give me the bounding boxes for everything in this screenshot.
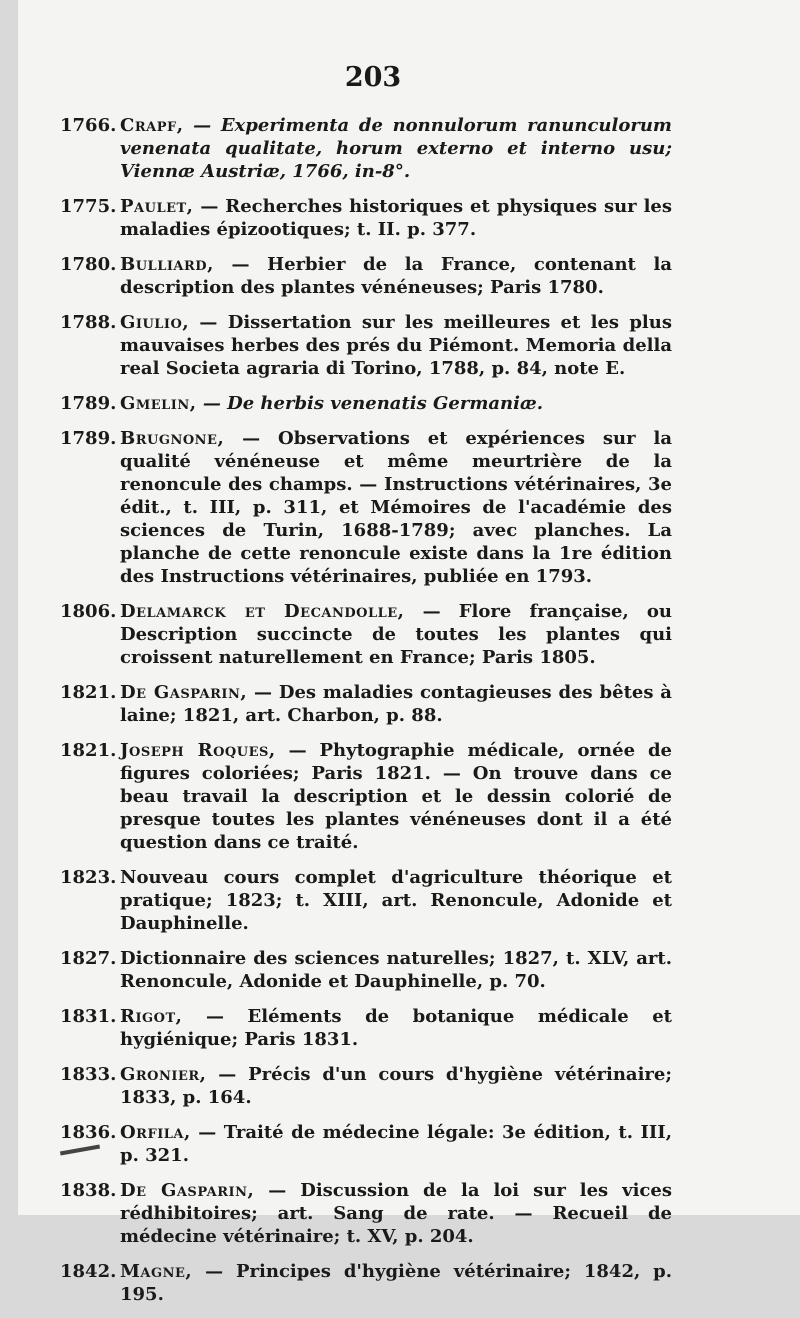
bibliography-entry xyxy=(60,866,672,935)
entry-year: 1789. xyxy=(60,393,117,414)
entry-text: — Recherches historiques et physiques sur les maladies épizootiques; t. II. p. 377. xyxy=(120,196,672,240)
entry-year: 1827. xyxy=(60,948,117,969)
entry-text: — Eléments de botanique médicale et hygiénique; Paris 1831. xyxy=(120,1006,672,1050)
bibliography-entry xyxy=(60,195,672,241)
entry-year: 1780. xyxy=(60,254,117,275)
entry-author: Magne, xyxy=(120,1261,193,1282)
entry-text: — Principes d'hygiène vétérinaire; 1842, p. 195. xyxy=(120,1261,672,1305)
entry-text: — De herbis venenatis Germaniæ. xyxy=(202,393,543,414)
entry-text: — Phytographie médicale, ornée de figures coloriées; Paris 1821. — On trouve dans ce beau travail la description et le dessin colorié de presque toutes les plantes vénéneuses dont il a été question dans ce traité. xyxy=(120,740,672,853)
entry-author: De Gasparin, xyxy=(120,1180,255,1201)
bibliography-entry xyxy=(60,1179,672,1248)
entry-text: Nouveau cours complet d'agriculture théorique et pratique; 1823; t. XIII, art. Renoncule, Adonide et Dauphinelle. xyxy=(120,867,672,934)
bibliography-entry xyxy=(60,392,672,415)
entry-year: 1842. xyxy=(60,1261,117,1282)
entry-author: Brugnone, xyxy=(120,428,225,449)
bibliography-entry xyxy=(60,681,672,727)
entry-text: — Discussion de la loi sur les vices rédhibitoires; art. Sang de rate. — Recueil de médecine vétérinaire; t. XV, p. 204. xyxy=(120,1180,672,1247)
entry-year: 1821. xyxy=(60,682,117,703)
entry-year: 1766. xyxy=(60,115,117,136)
entry-author: Giulio, xyxy=(120,312,190,333)
entry-text: — Traité de médecine légale: 3e édition, t. III, p. 321. xyxy=(120,1122,672,1166)
entry-author: Paulet, xyxy=(120,196,194,217)
entry-author: Rigot, xyxy=(120,1006,183,1027)
entry-text: — Herbier de la France, contenant la description des plantes vénéneuses; Paris 1780. xyxy=(120,254,672,298)
bibliography-entry xyxy=(60,947,672,993)
entry-author: Gmelin, xyxy=(120,393,197,414)
bibliography-entry xyxy=(60,600,672,669)
bibliography-entry xyxy=(60,1260,672,1306)
entry-year: 1788. xyxy=(60,312,117,333)
page-number: 203 xyxy=(344,62,402,93)
entry-author: De Gasparin, xyxy=(120,682,248,703)
entry-text: — Des maladies contagieuses des bêtes à laine; 1821, art. Charbon, p. 88. xyxy=(120,682,672,726)
entry-year: 1831. xyxy=(60,1006,117,1027)
bibliography-list xyxy=(60,114,672,1318)
bibliography-entry xyxy=(60,253,672,299)
entry-year: 1775. xyxy=(60,196,117,217)
bibliography-entry xyxy=(60,311,672,380)
bibliography-entry xyxy=(60,1063,672,1109)
entry-text: — Experimenta de nonnulorum ranunculorum venenata qualitate, horum externo et interno usu; Viennæ Austriæ, 1766, in-8°. xyxy=(120,115,672,182)
book-page xyxy=(18,0,800,1305)
entry-year: 1806. xyxy=(60,601,117,622)
entry-year: 1821. xyxy=(60,740,117,761)
entry-year: 1789. xyxy=(60,428,117,449)
bibliography-entry xyxy=(60,1121,672,1167)
bibliography-entry xyxy=(60,427,672,588)
entry-year: 1838. xyxy=(60,1180,117,1201)
bibliography-entry xyxy=(60,114,672,183)
entry-author: Bulliard, xyxy=(120,254,214,275)
entry-year: 1833. xyxy=(60,1064,117,1085)
entry-year: 1823. xyxy=(60,867,117,888)
entry-text: — Précis d'un cours d'hygiène vétérinaire; 1833, p. 164. xyxy=(120,1064,672,1108)
entry-text: — Flore française, ou Description succincte de toutes les plantes qui croissent naturellement en France; Paris 1805. xyxy=(120,601,672,668)
entry-author: Orfila, xyxy=(120,1122,191,1143)
entry-text: Dictionnaire des sciences naturelles; 1827, t. XLV, art. Renoncule, Adonide et Dauphinelle, p. 70. xyxy=(120,948,672,992)
entry-text: — Observations et expériences sur la qualité vénéneuse et même meurtrière de la renoncule des champs. — Instructions vétérinaires, 3e édit., t. III, p. 311, et Mémoires de l'académie des sciences de Turin, 1688-1789; avec planches. La planche de cette renoncule existe dans la 1re édition des Instructions vétérinaires, publiée en 1793. xyxy=(120,428,672,587)
entry-author: Gronier, xyxy=(120,1064,207,1085)
entry-year: 1836. xyxy=(60,1122,117,1143)
entry-text: — Dissertation sur les meilleures et les plus mauvaises herbes des prés du Piémont. Memoria della real Societa agraria di Torino, 1788, p. 84, note E. xyxy=(120,312,672,379)
bibliography-entry xyxy=(60,1005,672,1051)
entry-author: Delamarck et Decandolle, xyxy=(120,601,405,622)
bibliography-entry xyxy=(60,739,672,854)
entry-author: Crapf, xyxy=(120,115,184,136)
entry-author: Joseph Roques, xyxy=(120,740,276,761)
